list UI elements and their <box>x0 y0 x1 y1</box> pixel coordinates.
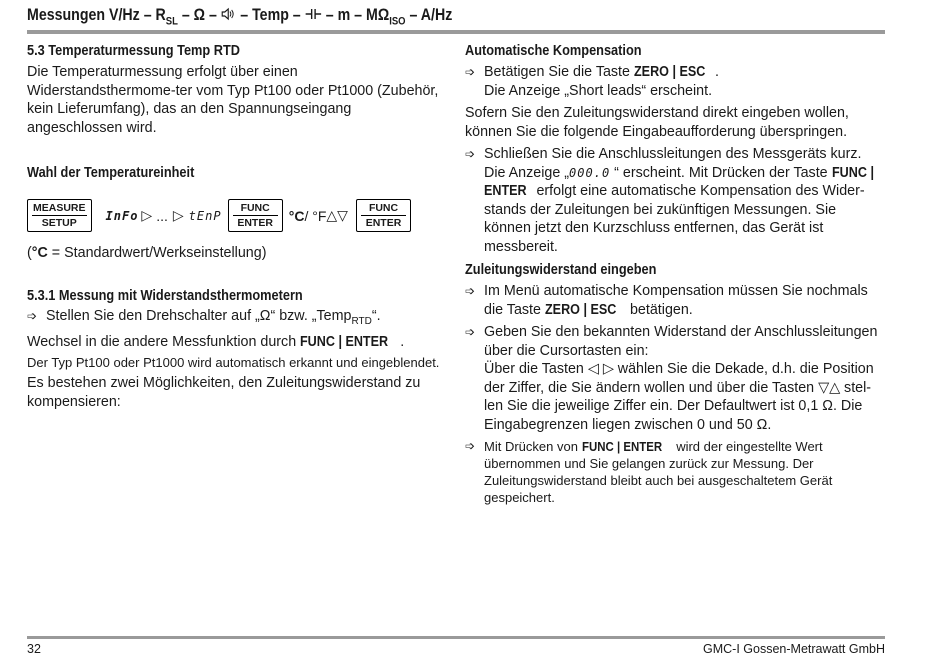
header-sub-sl: SL <box>165 15 178 28</box>
page-header <box>27 6 452 27</box>
left-column <box>27 43 447 411</box>
ellipsis: ... <box>156 207 168 224</box>
header-text: Messungen V/Hz – R <box>27 6 166 24</box>
func-enter-key[interactable]: FUNC ENTER <box>228 199 283 232</box>
skip-text: Sofern Sie den Zuleitungswiderstand direkt eingeben wollen, können Sie die folgende Eingabeaufforderung überspringen. <box>465 105 849 140</box>
degf-option: / °F <box>304 207 327 224</box>
enter-heading: Zuleitungswiderstand eingeben <box>465 262 657 278</box>
list-item: ➩ Betätigen Sie die Taste ZERO | ESC . Die Anzeige „Short leads“ erscheint. <box>465 64 720 99</box>
company-name: GMC-I Gossen-Metrawatt GmbH <box>703 642 885 656</box>
list-item: ➩ Schließen Sie die Anschlussleitungen des Messgeräts kurz. Die Anzeige „000.0 “ erscheint. Mit Drücken der Taste FUNC | ENTER erfolgt eine automatische Kompensation des Wider-stands der Zuleitungen bei zukünftigen Messungen. Sie können jetzt den Kurzschluss entfernen, das Gerät ist messbereit. <box>465 146 874 255</box>
bullet-arrow-icon: ➩ <box>465 439 476 453</box>
measure-setup-key[interactable]: MEASURE SETUP <box>27 199 92 232</box>
auto-heading: Automatische Kompensation <box>465 43 642 59</box>
standard-note: (°C = Standardwert/Werkseinstellung) <box>27 245 267 261</box>
arrow-right-icon: ▷ <box>172 207 184 223</box>
unit-heading: Wahl der Temperatureinheit <box>27 165 195 181</box>
arrow-right-icon: ▷ <box>141 207 153 223</box>
up-down-icon: △▽ <box>326 207 348 223</box>
header-text-ohm: – Ω – <box>177 6 221 24</box>
info-display: InFo <box>105 208 139 223</box>
temp-display: tEnP <box>188 208 222 223</box>
header-text-temp: – Temp – <box>236 6 305 24</box>
list-item: ➩ Geben Sie den bekannten Widerstand der Anschlussleitungen über die Cursortasten ein: Über die Tasten ◁ ▷ wählen Sie die Dekade, d.h. die Position der Ziffer, die Sie ändern wollen und über die Tasten ▽△ stel-len Sie die jeweilige Ziffer ein. Der Defaultwert ist 0,1 Ω. Die Eingabegrenzen liegen zwischen 0 und 50 Ω. <box>465 324 878 433</box>
capacitor-icon <box>305 8 322 20</box>
type-text: Der Typ Pt100 oder Pt1000 wird automatisch erkannt und eingeblendet. <box>27 355 440 371</box>
bullet-arrow-icon: ➩ <box>465 65 476 79</box>
header-text-ahz: – A/Hz <box>405 6 453 24</box>
bullet-arrow-icon: ➩ <box>465 147 476 161</box>
key-sequence <box>27 199 447 232</box>
degc-option: °C <box>288 207 305 224</box>
subsection-heading: 5.3.1 Messung mit Widerstandsthermometern <box>27 287 303 304</box>
bullet-arrow-icon: ➩ <box>465 325 476 339</box>
right-column <box>465 43 885 506</box>
list-item: ➩ Stellen Sie den Drehschalter auf „Ω“ bzw. „Temp$_{RTD}$“. <box>27 307 381 327</box>
switch-text: Wechsel in die andere Messfunktion durch FUNC | ENTER . <box>27 333 405 350</box>
bullet-arrow-icon: ➩ <box>465 284 476 298</box>
list-item: ➩ Mit Drücken von FUNC | ENTER wird der eingestellte Wert übernommen und Sie gelangen zurück zur Messung. Der Zuleitungswiderstand bleibt auch bei ausgeschaltetem Gerät gespeichert. <box>465 439 833 505</box>
footer-rule <box>27 636 885 639</box>
speaker-icon <box>221 7 236 21</box>
page-number: 32 <box>27 642 41 656</box>
header-text-mohm: – m – MΩ <box>321 6 390 24</box>
header-sub-iso: ISO <box>389 15 406 28</box>
header-rule <box>27 30 885 34</box>
intro-text: Die Temperaturmessung erfolgt über einen Widerstandsthermome-ter vom Typ Pt100 oder Pt1000 (Zubehör, kein Lieferumfang), das an den Spannungseingang angeschlossen wird. <box>27 64 439 136</box>
bullet-arrow-icon: ➩ <box>27 308 38 323</box>
func-enter-key[interactable]: FUNC ENTER <box>356 199 411 232</box>
list-item: ➩ Im Menü automatische Kompensation müssen Sie nochmals die Taste ZERO | ESC betätigen. <box>465 283 868 318</box>
two-options-text: Es bestehen zwei Möglichkeiten, den Zuleitungswiderstand zu kompensieren: <box>27 375 421 410</box>
section-heading: 5.3 Temperaturmessung Temp RTD <box>27 43 240 59</box>
